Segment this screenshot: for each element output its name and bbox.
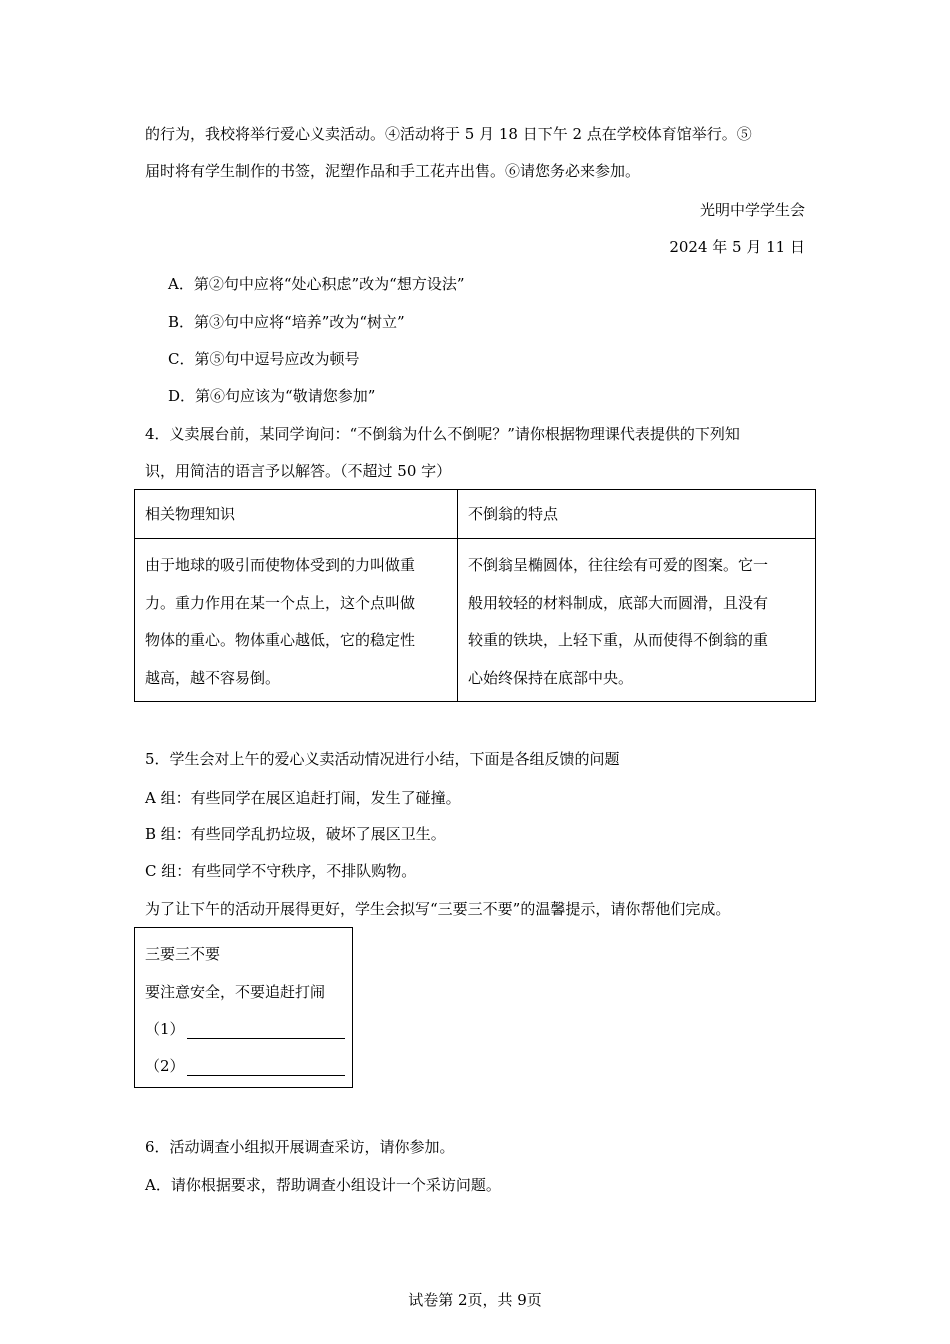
tumbler-line: 不倒翁呈椭圆体，往往绘有可爱的图案。它一: [468, 556, 769, 574]
notice-date: 2024 年 5 月 11 日: [669, 238, 805, 256]
q5-group-a: A 组：有些同学在展区追赶打闹，发生了碰撞。: [145, 789, 461, 807]
tumbler-line: 较重的铁块，上轻下重，从而使得不倒翁的重: [468, 631, 769, 649]
table-header-tumbler: 不倒翁的特点: [458, 490, 816, 539]
tips-title: 三要三不要: [145, 945, 221, 963]
physics-line: 由于地球的吸引而使物体受到的力叫做重: [145, 556, 416, 574]
q3-option-d: D．第⑥句应该为“敬请您参加”: [168, 387, 376, 405]
q3-option-c: C．第⑤句中逗号应改为顿号: [168, 350, 360, 368]
q3-option-a: A．第②句中应将“处心积虑”改为“想方设法”: [168, 275, 465, 293]
page-footer: 试卷第 2页，共 9页: [408, 1291, 542, 1309]
q4-prompt-line-1: 4．义卖展台前，某同学询问：“不倒翁为什么不倒呢？”请你根据物理课代表提供的下列知: [145, 425, 740, 443]
notice-signature: 光明中学学生会: [699, 201, 805, 219]
q3-option-b: B．第③句中应将“培养”改为“树立”: [168, 313, 405, 331]
tip-answer-1-label: （1）: [145, 1020, 185, 1038]
q5-intro: 5．学生会对上午的爱心义卖活动情况进行小结，下面是各组反馈的问题: [145, 750, 620, 768]
knowledge-table: [134, 489, 816, 702]
q5-group-c: C 组：有些同学不守秩序，不排队购物。: [145, 862, 417, 880]
q5-group-b: B 组：有些同学乱扔垃圾，破坏了展区卫生。: [145, 825, 446, 843]
tip-answer-2-blank[interactable]: [187, 1061, 345, 1076]
notice-line-1: 的行为，我校将举行爱心义卖活动。④活动将于 5 月 18 日下午 2 点在学校体育馆举行。⑤: [145, 125, 752, 143]
table-cell-physics: [135, 539, 458, 702]
tip-answer-2-label: （2）: [145, 1057, 185, 1075]
tips-box: [134, 927, 353, 1088]
q5-task: 为了让下午的活动开展得更好，学生会拟写“三要三不要”的温馨提示，请你帮他们完成。: [145, 900, 731, 918]
notice-line-2: 届时将有学生制作的书签，泥塑作品和手工花卉出售。⑥请您务必来参加。: [145, 162, 641, 180]
tumbler-line: 般用较轻的材料制成，底部大而圆滑，且没有: [468, 593, 769, 612]
q6-intro: 6．活动调查小组拟开展调查采访，请你参加。: [145, 1138, 455, 1156]
q6-part-a: A．请你根据要求，帮助调查小组设计一个采访问题。: [145, 1176, 501, 1194]
tip-answer-1-blank[interactable]: [187, 1024, 345, 1039]
tips-example: 要注意安全，不要追赶打闹: [145, 983, 326, 1001]
tip-answer-2: [145, 1055, 345, 1076]
physics-line: 物体的重心。物体重心越低，它的稳定性: [145, 631, 416, 649]
physics-line: 越高，越不容易倒。: [145, 668, 281, 687]
tip-answer-1: [145, 1018, 345, 1039]
physics-line: 力。重力作用在某一个点上，这个点叫做: [145, 593, 416, 612]
tumbler-line: 心始终保持在底部中央。: [468, 668, 634, 687]
table-header-physics: 相关物理知识: [135, 490, 458, 539]
q4-prompt-line-2: 识，用简洁的语言予以解答。（不超过 50 字）: [145, 462, 452, 480]
table-cell-tumbler: [458, 539, 816, 702]
